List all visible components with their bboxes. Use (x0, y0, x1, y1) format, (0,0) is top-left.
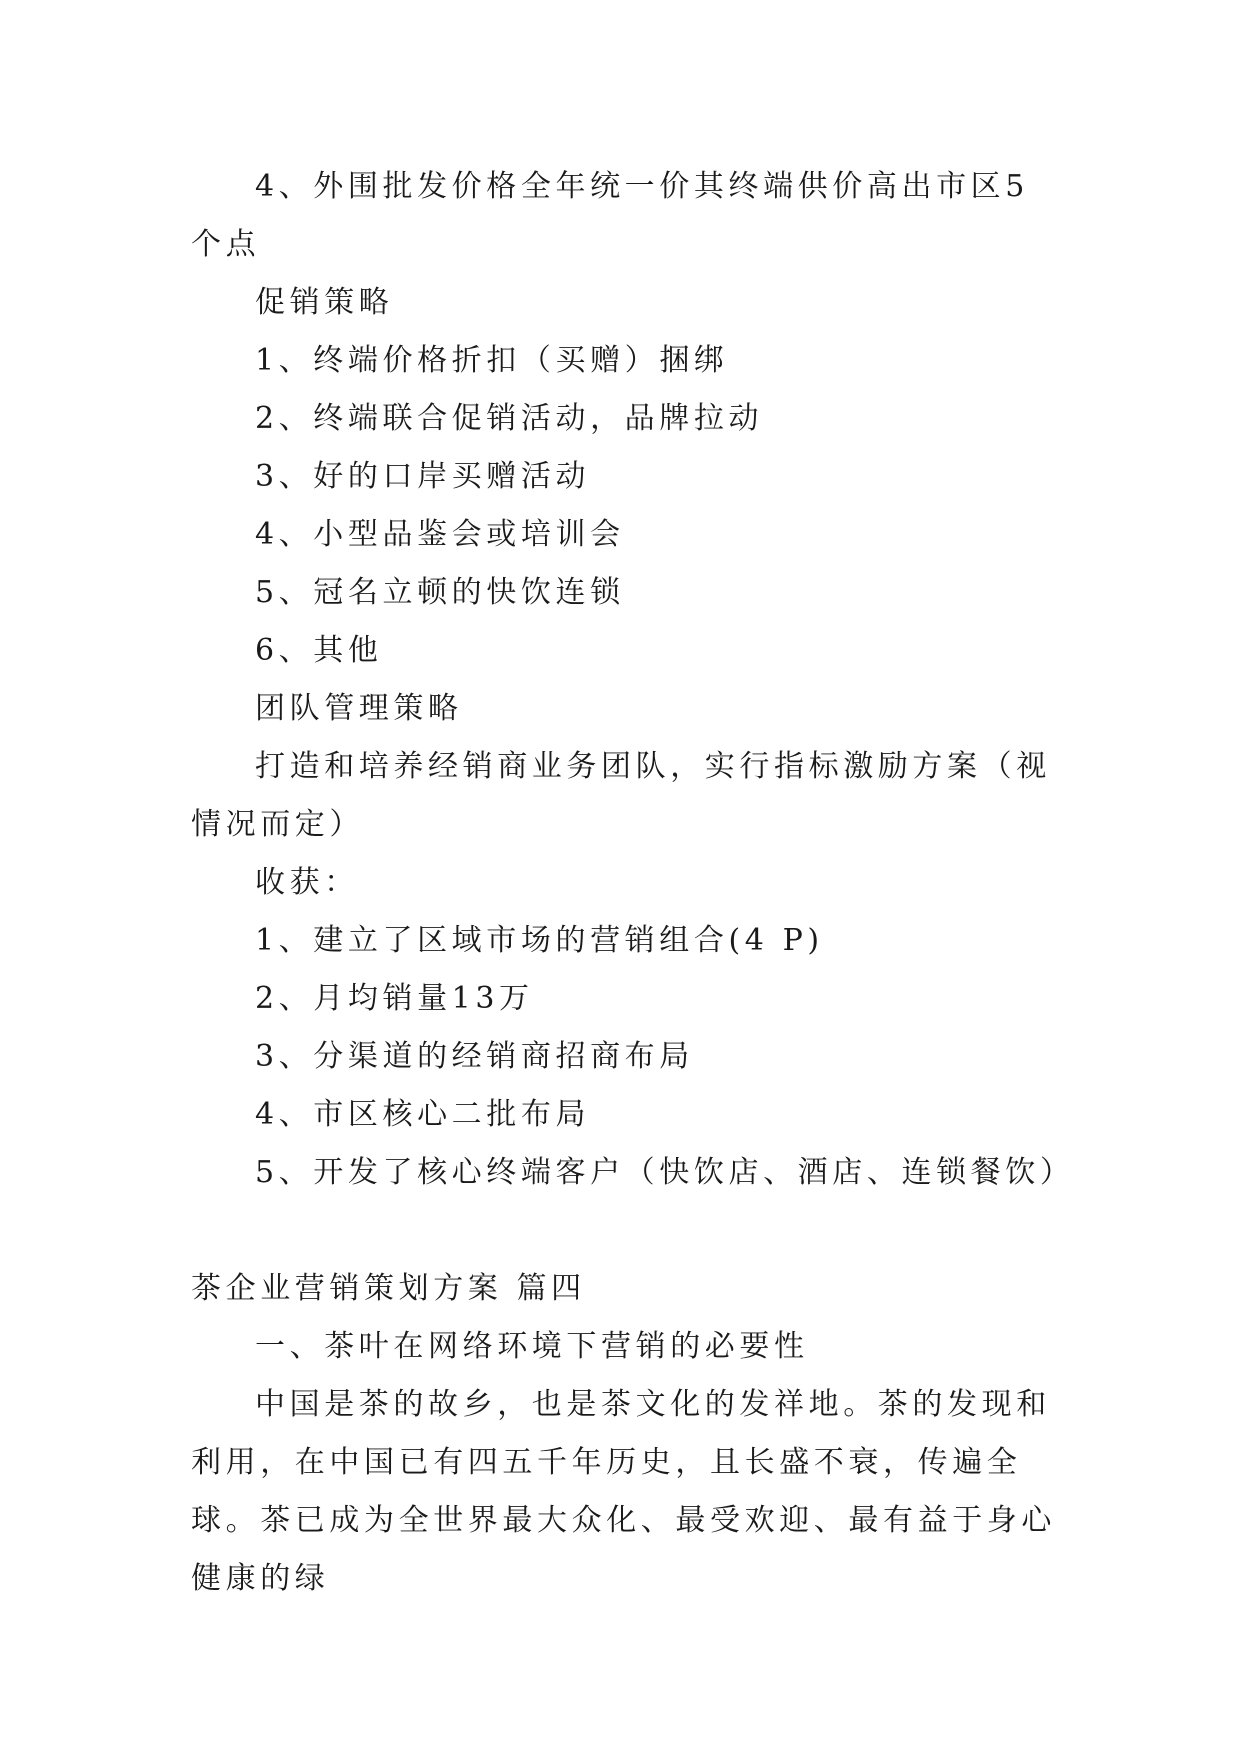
heading-team-management: 团队管理策略 (255, 691, 463, 726)
paragraph-tea-history: 中国是茶的故乡，也是茶文化的发祥地。茶的发现和利用，在中国已有四五千年历史，且长盛不衰，传遍全球。茶已成为全世界最大众化、最受欢迎、最有益于身心健康的绿 (191, 1387, 1056, 1596)
section-spacer (191, 1202, 1061, 1260)
document-body (191, 158, 1075, 1608)
list-item: 5、开发了核心终端客户（快饮店、酒店、连锁餐饮） (255, 1155, 1075, 1190)
paragraph-wholesale-price: 4、外围批发价格全年统一价其终端供价高出市区5个点 (191, 169, 1029, 262)
list-item: 2、月均销量13万 (255, 981, 534, 1016)
list-item: 3、分渠道的经销商招商布局 (255, 1039, 694, 1074)
list-item: 5、冠名立顿的快饮连锁 (255, 575, 625, 610)
heading-harvest: 收获： (255, 865, 359, 900)
heading-promotion-strategy: 促销策略 (255, 285, 394, 320)
list-item: 3、好的口岸买赠活动 (255, 459, 591, 494)
subheading-necessity: 一、茶叶在网络环境下营销的必要性 (255, 1329, 809, 1364)
list-item: 4、小型品鉴会或培训会 (255, 517, 625, 552)
section-heading: 茶企业营销策划方案 篇四 (191, 1271, 586, 1306)
list-item: 4、市区核心二批布局 (255, 1097, 591, 1132)
list-item: 2、终端联合促销活动，品牌拉动 (255, 401, 764, 436)
paragraph-team-building: 打造和培养经销商业务团队，实行指标激励方案（视情况而定） (191, 749, 1051, 842)
list-item: 6、其他 (255, 633, 383, 668)
list-item: 1、建立了区域市场的营销组合(4 P) (255, 923, 824, 958)
list-item: 1、终端价格折扣（买赠）捆绑 (255, 343, 729, 378)
